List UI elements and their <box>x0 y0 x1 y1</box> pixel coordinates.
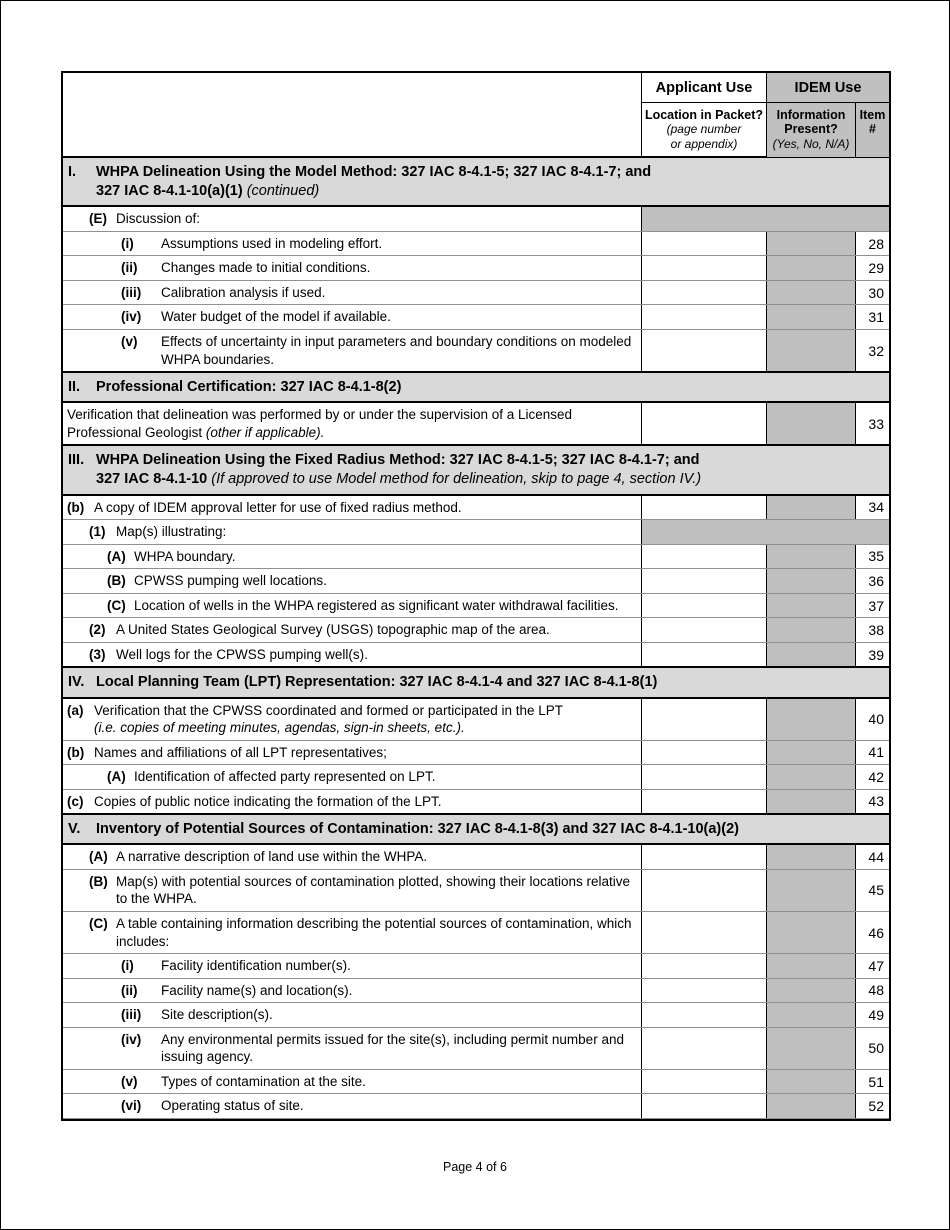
item-number: 45 <box>868 882 884 899</box>
location-in-packet-cell <box>642 1070 767 1094</box>
page-footer: Page 4 of 6 <box>443 1160 507 1174</box>
location-in-packet-cell <box>642 1003 767 1027</box>
checklist-row <box>63 496 889 521</box>
information-present-cell <box>767 1028 856 1069</box>
info-note: (Yes, No, N/A) <box>772 136 850 151</box>
location-in-packet-cell <box>642 790 767 814</box>
checklist-row <box>63 643 889 668</box>
row-description: (1) Map(s) illustrating: <box>63 520 642 544</box>
item-number: 35 <box>868 548 884 565</box>
checklist-row <box>63 1028 889 1070</box>
checklist-row <box>63 870 889 912</box>
checklist-row <box>63 845 889 870</box>
location-in-packet-cell <box>642 741 767 765</box>
row-description: (c) Copies of public notice indicating the formation of the LPT. <box>63 790 642 814</box>
item-number: 39 <box>868 646 884 663</box>
location-in-packet-cell <box>642 281 767 305</box>
item-number: 31 <box>868 309 884 326</box>
checklist-row <box>63 305 889 330</box>
information-present-cell <box>767 1003 856 1027</box>
item-number: 50 <box>868 1040 884 1057</box>
information-present-cell <box>767 845 856 869</box>
information-present-header <box>767 103 856 157</box>
row-description: (A) A narrative description of land use within the WHPA. <box>63 845 642 869</box>
location-in-packet-cell <box>642 870 767 911</box>
section-header-row: III. WHPA Delineation Using the Fixed Radius Method: 327 IAC 8-4.1-5; 327 IAC 8-4.1-7; and 327 IAC 8-4.1-10 (If approved to use Model method for delineation, skip to page 4, section IV.) <box>63 444 889 495</box>
row-description: Verification that delineation was performed by or under the supervision of a Licensed Professional Geologist (other if applicable). <box>63 403 642 444</box>
information-present-cell <box>767 699 856 740</box>
row-description: (iii) Site description(s). <box>63 1003 642 1027</box>
row-description: (C) Location of wells in the WHPA registered as significant water withdrawal facilities. <box>63 594 642 618</box>
row-description: (B) Map(s) with potential sources of contamination plotted, showing their locations relative to the WHPA. <box>63 870 642 911</box>
item-number: 29 <box>868 260 884 277</box>
checklist-row <box>63 281 889 306</box>
information-present-cell <box>767 569 856 593</box>
section-header-row: IV. Local Planning Team (LPT) Representation: 327 IAC 8-4.1-4 and 327 IAC 8-4.1-8(1) <box>63 666 889 698</box>
location-in-packet-cell <box>642 305 767 329</box>
row-description: (iv) Water budget of the model if available. <box>63 305 642 329</box>
item-number: 49 <box>868 1006 884 1023</box>
row-description: (E) Discussion of: <box>63 207 642 231</box>
item-number: 43 <box>868 793 884 810</box>
row-description: (i) Facility identification number(s). <box>63 954 642 978</box>
info-title: Information Present? <box>776 108 846 137</box>
item-number: 42 <box>868 768 884 785</box>
checklist-row <box>63 618 889 643</box>
row-description: (ii) Changes made to initial conditions. <box>63 256 642 280</box>
checklist-row <box>63 954 889 979</box>
information-present-cell <box>767 1094 856 1118</box>
information-present-cell <box>767 790 856 814</box>
checklist-row <box>63 545 889 570</box>
information-present-cell <box>767 545 856 569</box>
location-in-packet-cell <box>642 979 767 1003</box>
location-title: Location in Packet? <box>644 108 764 122</box>
row-description: (a) Verification that the CPWSS coordinated and formed or participated in the LPT (i.e. copies of meeting minutes, agendas, sign-in sheets, etc.). <box>63 699 642 740</box>
location-in-packet-header <box>642 103 767 157</box>
item-number: 37 <box>868 597 884 614</box>
checklist-row <box>63 741 889 766</box>
location-in-packet-cell <box>642 496 767 520</box>
location-in-packet-cell <box>642 232 767 256</box>
location-in-packet-cell <box>642 403 767 444</box>
location-in-packet-cell <box>642 643 767 667</box>
information-present-cell <box>767 912 856 953</box>
item-number: 34 <box>868 499 884 516</box>
item-number: 38 <box>868 622 884 639</box>
row-description: (iii) Calibration analysis if used. <box>63 281 642 305</box>
checklist-row <box>63 330 889 372</box>
checklist-row <box>63 207 889 232</box>
location-in-packet-cell <box>642 569 767 593</box>
item-number: 44 <box>868 849 884 866</box>
information-present-cell <box>767 870 856 911</box>
information-present-cell <box>767 403 856 444</box>
row-description: (v) Types of contamination at the site. <box>63 1070 642 1094</box>
header-empty-cell <box>63 73 642 157</box>
row-description: (3) Well logs for the CPWSS pumping well(s). <box>63 643 642 667</box>
location-note-line1: (page number <box>666 122 742 137</box>
item-number: 40 <box>868 711 884 728</box>
idem-shaded-area <box>642 520 889 544</box>
item-number: 32 <box>868 342 884 359</box>
checklist-row <box>63 569 889 594</box>
checklist-row <box>63 979 889 1004</box>
information-present-cell <box>767 281 856 305</box>
item-number: 41 <box>868 744 884 761</box>
information-present-cell <box>767 741 856 765</box>
checklist-row <box>63 1003 889 1028</box>
checklist-row <box>63 790 889 815</box>
row-description: (C) A table containing information describing the potential sources of contamination, which includes: <box>63 912 642 953</box>
location-in-packet-cell <box>642 330 767 371</box>
row-description: (v) Effects of uncertainty in input parameters and boundary conditions on modeled WHPA boundaries. <box>63 330 642 371</box>
location-note-line2: or appendix) <box>670 136 738 151</box>
checklist-row <box>63 699 889 741</box>
information-present-cell <box>767 232 856 256</box>
item-title-line2: # <box>869 122 876 137</box>
checklist-row <box>63 232 889 257</box>
row-description: (A) WHPA boundary. <box>63 545 642 569</box>
location-in-packet-cell <box>642 912 767 953</box>
item-number: 36 <box>868 572 884 589</box>
checklist-row <box>63 765 889 790</box>
information-present-cell <box>767 979 856 1003</box>
information-present-cell <box>767 765 856 789</box>
row-description: (A) Identification of affected party represented on LPT. <box>63 765 642 789</box>
information-present-cell <box>767 496 856 520</box>
checklist-table <box>61 71 891 1121</box>
item-number: 48 <box>868 982 884 999</box>
location-in-packet-cell <box>642 1028 767 1069</box>
row-description: (i) Assumptions used in modeling effort. <box>63 232 642 256</box>
item-number: 51 <box>868 1073 884 1090</box>
item-title-line1: Item <box>859 108 886 122</box>
checklist-row <box>63 256 889 281</box>
location-in-packet-cell <box>642 594 767 618</box>
location-in-packet-cell <box>642 545 767 569</box>
item-number: 47 <box>868 957 884 974</box>
location-in-packet-cell <box>642 1094 767 1118</box>
location-in-packet-cell <box>642 618 767 642</box>
location-in-packet-cell <box>642 845 767 869</box>
row-description: (B) CPWSS pumping well locations. <box>63 569 642 593</box>
checklist-row <box>63 594 889 619</box>
information-present-cell <box>767 618 856 642</box>
applicant-use-header: Applicant Use <box>642 73 767 102</box>
checklist-row <box>63 912 889 954</box>
information-present-cell <box>767 330 856 371</box>
information-present-cell <box>767 305 856 329</box>
section-header-row: V. Inventory of Potential Sources of Contamination: 327 IAC 8-4.1-8(3) and 327 IAC 8-4.1-10(a)(2) <box>63 813 889 845</box>
information-present-cell <box>767 256 856 280</box>
section-header-row: II. Professional Certification: 327 IAC 8-4.1-8(2) <box>63 371 889 403</box>
location-in-packet-cell <box>642 954 767 978</box>
idem-use-header: IDEM Use <box>767 73 889 102</box>
information-present-cell <box>767 954 856 978</box>
idem-shaded-area <box>642 207 889 231</box>
information-present-cell <box>767 1070 856 1094</box>
section-header-row: I. WHPA Delineation Using the Model Method: 327 IAC 8-4.1-5; 327 IAC 8-4.1-7; and 327 IAC 8-4.1-10(a)(1) (continued) <box>63 156 889 207</box>
item-number-header <box>856 103 889 157</box>
item-number: 33 <box>868 415 884 432</box>
item-number: 30 <box>868 284 884 301</box>
checklist-row <box>63 1094 889 1119</box>
checklist-row <box>63 403 889 445</box>
row-description: (ii) Facility name(s) and location(s). <box>63 979 642 1003</box>
checklist-row <box>63 520 889 545</box>
table-header <box>63 73 889 157</box>
item-number: 28 <box>868 235 884 252</box>
information-present-cell <box>767 594 856 618</box>
location-in-packet-cell <box>642 699 767 740</box>
row-description: (b) Names and affiliations of all LPT representatives; <box>63 741 642 765</box>
checklist-row <box>63 1070 889 1095</box>
location-in-packet-cell <box>642 256 767 280</box>
row-description: (vi) Operating status of site. <box>63 1094 642 1118</box>
location-in-packet-cell <box>642 765 767 789</box>
information-present-cell <box>767 643 856 667</box>
checklist-body <box>63 156 889 1119</box>
row-description: (2) A United States Geological Survey (USGS) topographic map of the area. <box>63 618 642 642</box>
item-number: 52 <box>868 1098 884 1115</box>
item-number: 46 <box>868 924 884 941</box>
row-description: (b) A copy of IDEM approval letter for use of fixed radius method. <box>63 496 642 520</box>
row-description: (iv) Any environmental permits issued for the site(s), including permit number and issuing agency. <box>63 1028 642 1069</box>
